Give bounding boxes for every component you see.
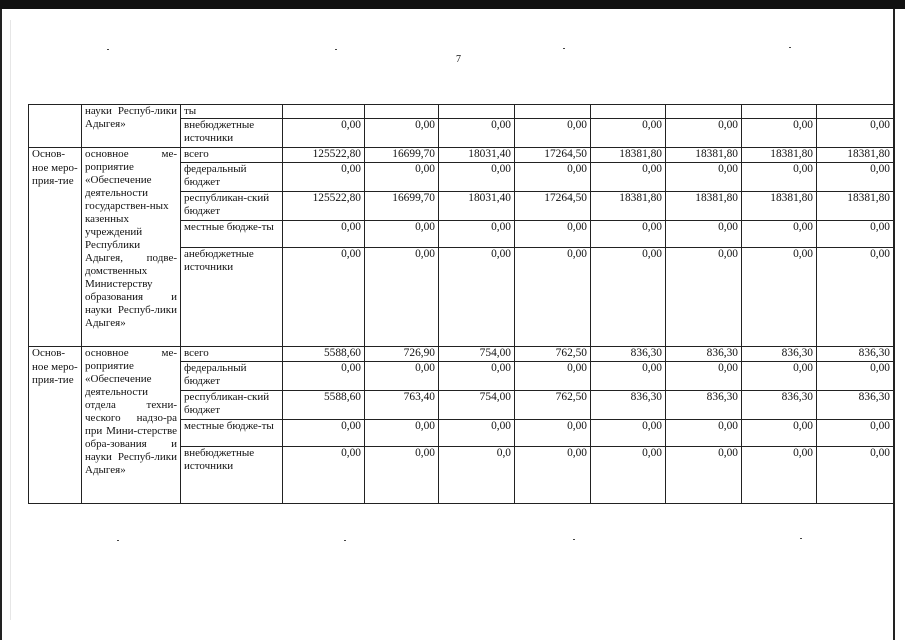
amount-cell: 0,00	[515, 447, 591, 504]
event-type-cell	[29, 105, 82, 148]
amount-cell: 0,00	[742, 447, 817, 504]
amount-cell	[283, 105, 365, 119]
amount-cell: 0,00	[817, 362, 894, 391]
amount-cell: 0,00	[742, 420, 817, 447]
scan-speck	[107, 49, 109, 50]
amount-cell: 836,30	[742, 347, 817, 362]
amount-cell: 0,00	[283, 447, 365, 504]
scan-speck	[335, 49, 337, 50]
amount-cell: 726,90	[365, 347, 439, 362]
amount-cell: 0,00	[591, 119, 666, 148]
amount-cell: 0,00	[515, 221, 591, 248]
amount-cell: 0,00	[283, 420, 365, 447]
funding-source-cell: внебюджетные источники	[181, 119, 283, 148]
amount-cell: 18381,80	[742, 192, 817, 221]
amount-cell: 17264,50	[515, 148, 591, 163]
amount-cell: 18031,40	[439, 192, 515, 221]
amount-cell: 0,00	[591, 248, 666, 347]
amount-cell: 125522,80	[283, 148, 365, 163]
amount-cell: 836,30	[666, 391, 742, 420]
budget-table	[28, 104, 894, 504]
amount-cell: 0,00	[666, 447, 742, 504]
amount-cell: 0,00	[283, 221, 365, 248]
amount-cell: 0,00	[365, 119, 439, 148]
scan-left-edge	[0, 9, 2, 640]
amount-cell	[365, 105, 439, 119]
amount-cell: 0,00	[515, 163, 591, 192]
amount-cell: 0,00	[666, 163, 742, 192]
funding-source-cell: местные бюдже-ты	[181, 221, 283, 248]
funding-source-cell: республикан-ский бюджет	[181, 391, 283, 420]
amount-cell: 16699,70	[365, 148, 439, 163]
scan-speck	[344, 540, 346, 541]
amount-cell: 763,40	[365, 391, 439, 420]
funding-source-cell: внебюджетные источники	[181, 447, 283, 504]
funding-source-cell: всего	[181, 347, 283, 362]
event-name-cell: основное ме-роприятие «Обеспечение деятельности государствен-ных казенных учреждений Республики Адыгея, подве-домственных Министерству образования и науки Респуб-лики Адыгея»	[82, 148, 181, 347]
amount-cell	[439, 105, 515, 119]
table-row	[29, 347, 894, 362]
amount-cell: 0,00	[666, 362, 742, 391]
amount-cell: 0,00	[817, 163, 894, 192]
amount-cell: 5588,60	[283, 391, 365, 420]
amount-cell: 0,00	[365, 163, 439, 192]
amount-cell: 836,30	[591, 391, 666, 420]
amount-cell: 0,00	[283, 248, 365, 347]
scan-speck	[117, 540, 119, 541]
amount-cell: 0,00	[365, 362, 439, 391]
amount-cell: 0,00	[439, 221, 515, 248]
amount-cell: 0,00	[742, 362, 817, 391]
amount-cell: 0,00	[742, 248, 817, 347]
amount-cell: 0,00	[365, 447, 439, 504]
amount-cell: 0,00	[283, 163, 365, 192]
amount-cell: 0,00	[439, 420, 515, 447]
amount-cell: 18381,80	[742, 148, 817, 163]
amount-cell: 0,00	[515, 119, 591, 148]
table-row	[29, 105, 894, 119]
event-type-cell: Основ-ное меро-прия-тие	[29, 347, 82, 504]
amount-cell: 0,00	[666, 119, 742, 148]
funding-source-cell: федеральный бюджет	[181, 362, 283, 391]
amount-cell: 0,00	[817, 119, 894, 148]
amount-cell: 0,00	[439, 119, 515, 148]
amount-cell: 0,00	[283, 362, 365, 391]
amount-cell	[591, 105, 666, 119]
funding-source-cell: анебюджетные источники	[181, 248, 283, 347]
scan-speck	[800, 538, 802, 539]
amount-cell	[515, 105, 591, 119]
table-row	[29, 148, 894, 163]
amount-cell: 0,00	[742, 221, 817, 248]
amount-cell: 18381,80	[591, 192, 666, 221]
amount-cell: 0,00	[591, 447, 666, 504]
amount-cell: 0,00	[817, 221, 894, 248]
amount-cell: 0,00	[365, 420, 439, 447]
amount-cell: 0,00	[591, 221, 666, 248]
amount-cell: 0,00	[515, 362, 591, 391]
amount-cell: 17264,50	[515, 192, 591, 221]
amount-cell: 0,00	[591, 362, 666, 391]
amount-cell: 836,30	[666, 347, 742, 362]
amount-cell: 0,00	[365, 248, 439, 347]
amount-cell: 836,30	[742, 391, 817, 420]
amount-cell: 18381,80	[817, 148, 894, 163]
amount-cell: 0,00	[439, 362, 515, 391]
amount-cell: 836,30	[817, 347, 894, 362]
scan-speck	[573, 539, 575, 540]
amount-cell: 754,00	[439, 347, 515, 362]
scan-left-line	[10, 20, 11, 620]
amount-cell: 16699,70	[365, 192, 439, 221]
amount-cell	[817, 105, 894, 119]
amount-cell: 125522,80	[283, 192, 365, 221]
amount-cell: 0,00	[515, 248, 591, 347]
event-name-cell: основное ме-роприятие «Обеспечение деятельности отдела техни-ческого надзо-ра при Мини-стерстве обра-зования и науки Респуб-лики Адыгея»	[82, 347, 181, 504]
amount-cell	[666, 105, 742, 119]
amount-cell: 836,30	[817, 391, 894, 420]
funding-source-cell: федеральный бюджет	[181, 163, 283, 192]
amount-cell: 0,00	[439, 248, 515, 347]
funding-source-cell: всего	[181, 148, 283, 163]
amount-cell: 18031,40	[439, 148, 515, 163]
amount-cell: 0,0	[439, 447, 515, 504]
amount-cell: 0,00	[439, 163, 515, 192]
table-body	[29, 105, 894, 504]
amount-cell: 0,00	[817, 420, 894, 447]
amount-cell: 836,30	[591, 347, 666, 362]
amount-cell: 0,00	[365, 221, 439, 248]
amount-cell: 0,00	[742, 119, 817, 148]
page-number: 7	[456, 54, 461, 65]
amount-cell: 0,00	[666, 248, 742, 347]
funding-source-cell: местные бюдже-ты	[181, 420, 283, 447]
amount-cell: 0,00	[742, 163, 817, 192]
amount-cell: 0,00	[666, 420, 742, 447]
amount-cell: 762,50	[515, 391, 591, 420]
scan-speck	[789, 47, 791, 48]
amount-cell: 0,00	[591, 163, 666, 192]
funding-source-cell: ты	[181, 105, 283, 119]
scan-top-border	[0, 0, 905, 9]
event-type-cell: Основ-ное меро-прия-тие	[29, 148, 82, 347]
amount-cell: 5588,60	[283, 347, 365, 362]
amount-cell: 18381,80	[666, 192, 742, 221]
amount-cell: 0,00	[591, 420, 666, 447]
amount-cell: 0,00	[817, 447, 894, 504]
amount-cell: 0,00	[817, 248, 894, 347]
amount-cell: 18381,80	[591, 148, 666, 163]
amount-cell: 762,50	[515, 347, 591, 362]
amount-cell: 0,00	[283, 119, 365, 148]
amount-cell: 0,00	[666, 221, 742, 248]
amount-cell: 754,00	[439, 391, 515, 420]
scan-speck	[563, 48, 565, 49]
funding-source-cell: республикан-ский бюджет	[181, 192, 283, 221]
amount-cell: 0,00	[515, 420, 591, 447]
amount-cell: 18381,80	[666, 148, 742, 163]
event-name-cell: науки Респуб-лики Адыгея»	[82, 105, 181, 148]
amount-cell: 18381,80	[817, 192, 894, 221]
amount-cell	[742, 105, 817, 119]
